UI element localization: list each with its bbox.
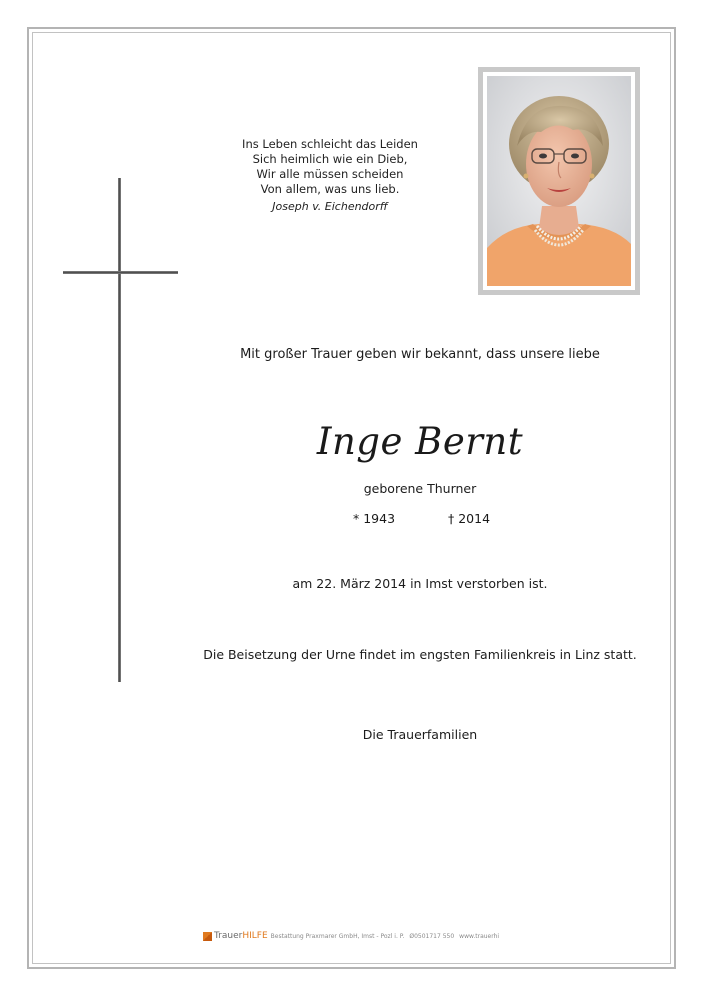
portrait-frame [478,67,640,295]
portrait-mat [483,72,635,290]
deceased-name: Inge Bernt [316,420,524,463]
poem-line: Wir alle müssen scheiden [256,167,404,181]
footer-website[interactable]: www.trauerhi [459,932,500,940]
poem-line: Ins Leben schleicht das Leiden [242,137,418,151]
cross-horizontal-bar [63,271,178,274]
birth-year: * 1943 [353,511,396,526]
poem-line: Von allem, was uns lieb. [260,182,400,196]
footer-phone: Ø0501717 550 [409,932,455,940]
death-statement: am 22. März 2014 in Imst verstorben ist. [292,576,548,591]
trauerhilfe-logo-icon [203,932,212,941]
life-dates [353,511,491,526]
burial-statement: Die Beisetzung der Urne findet im engsten Familienkreis in Linz statt. [203,647,637,662]
footer-company: Bestattung Praxmarer GmbH, Imst - Pozl i. P. [270,932,405,940]
signature-family: Die Trauerfamilien [362,727,478,742]
maiden-name: geborene Thurner [363,481,477,496]
portrait-illustration [487,76,631,286]
poem [205,137,455,214]
trauerhilfe-logo-text: TrauerHILFE [214,931,268,941]
intro-text: Mit großer Trauer geben wir bekannt, dass unsere liebe [240,347,600,362]
portrait-photo [487,76,631,286]
poem-line: Sich heimlich wie ein Dieb, [252,152,408,166]
footer [203,931,504,941]
poem-author: Joseph v. Eichendorff [272,200,388,213]
cross-vertical-bar [118,178,121,682]
death-year: † 2014 [448,511,491,526]
